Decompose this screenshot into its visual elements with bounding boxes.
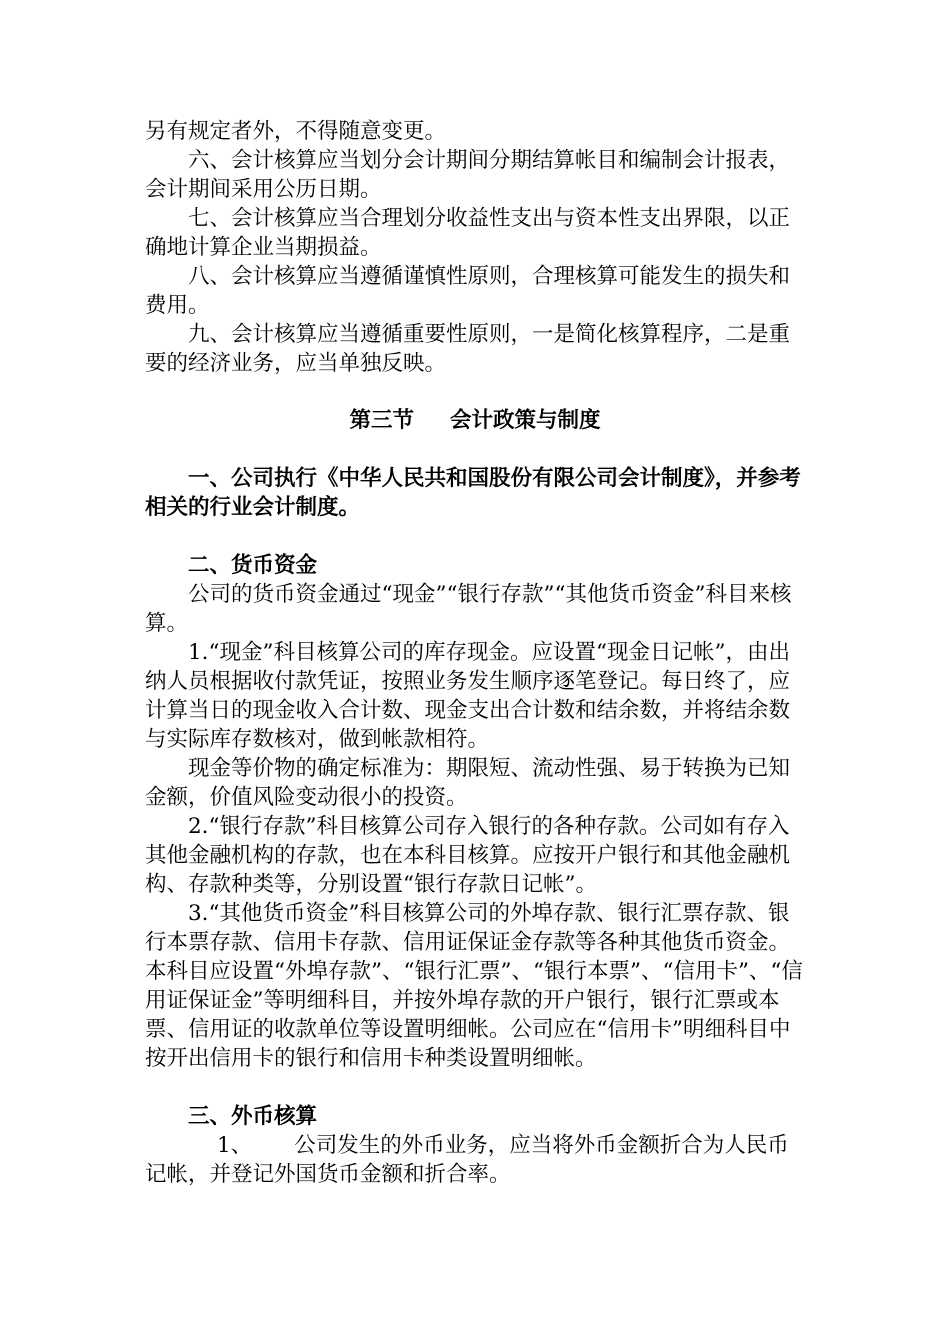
section-number: 第三节	[349, 408, 414, 433]
paragraph-continuation: 另有规定者外，不得随意变更。	[145, 119, 447, 144]
item-3-sub-paragraph	[145, 1131, 805, 1189]
paragraph-principle-7: 七、会计核算应当合理划分收益性支出与资本性支出界限，以正确地计算企业当期损益。	[145, 206, 791, 260]
item-2-paragraph-cash-equivalent: 现金等价物的确定标准为：期限短、流动性强、易于转换为已知金额，价值风险变动很小的投资。	[145, 756, 791, 810]
document-body	[145, 117, 805, 1189]
item-2-paragraph-other-funds: 3.“其他货币资金”科目核算公司的外埠存款、银行汇票存款、银行本票存款、信用卡存款、信用证保证金存款等各种其他货币资金。本科目应设置“外埠存款”、“银行汇票”、“银行本票”、“信用卡”、“信用证保证金”等明细科目，并按外埠存款的开户银行，银行汇票或本票、信用证的收款单位等设置明细帐。公司应在“信用卡”明细科目中按开出信用卡的银行和信用卡种类设置明细帐。	[145, 901, 803, 1071]
item-3-sub-text: 公司发生的外币业务，应当将外币金额折合为人民币记帐，并登记外国货币金额和折合率。	[145, 1133, 789, 1187]
paragraph-principle-6: 六、会计核算应当划分会计期间分期结算帐目和编制会计报表，会计期间采用公历日期。	[145, 148, 791, 202]
item-2-heading: 二、货币资金	[188, 553, 318, 578]
item-3-sub-number: 1、	[217, 1133, 253, 1158]
section-heading	[145, 406, 805, 435]
item-2-paragraph-cash: 1.“现金”科目核算公司的库存现金。应设置“现金日记帐”，由出纳人员根据收付款凭证，按照业务发生顺序逐笔登记。每日终了，应计算当日的现金收入合计数、现金支出合计数和结余数，并将结余数与实际库存数核对，做到帐款相符。	[145, 640, 791, 752]
item-2-paragraph-intro: 公司的货币资金通过“现金”“银行存款”“其他货币资金”科目来核算。	[145, 582, 792, 636]
item-3-heading: 三、外币核算	[188, 1104, 318, 1129]
section-title: 会计政策与制度	[450, 408, 601, 433]
paragraph-principle-8: 八、会计核算应当遵循谨慎性原则，合理核算可能发生的损失和费用。	[145, 264, 791, 318]
paragraph-principle-9: 九、会计核算应当遵循重要性原则，一是简化核算程序，二是重要的经济业务，应当单独反映。	[145, 322, 791, 376]
item-1-heading: 一、公司执行《中华人民共和国股份有限公司会计制度》，并参考相关的行业会计制度。	[145, 466, 801, 520]
item-2-paragraph-bank-deposit: 2.“银行存款”科目核算公司存入银行的各种存款。公司如有存入其他金融机构的存款，也在本科目核算。应按开户银行和其他金融机构、存款种类等，分别设置“银行存款日记帐”。	[145, 814, 791, 897]
